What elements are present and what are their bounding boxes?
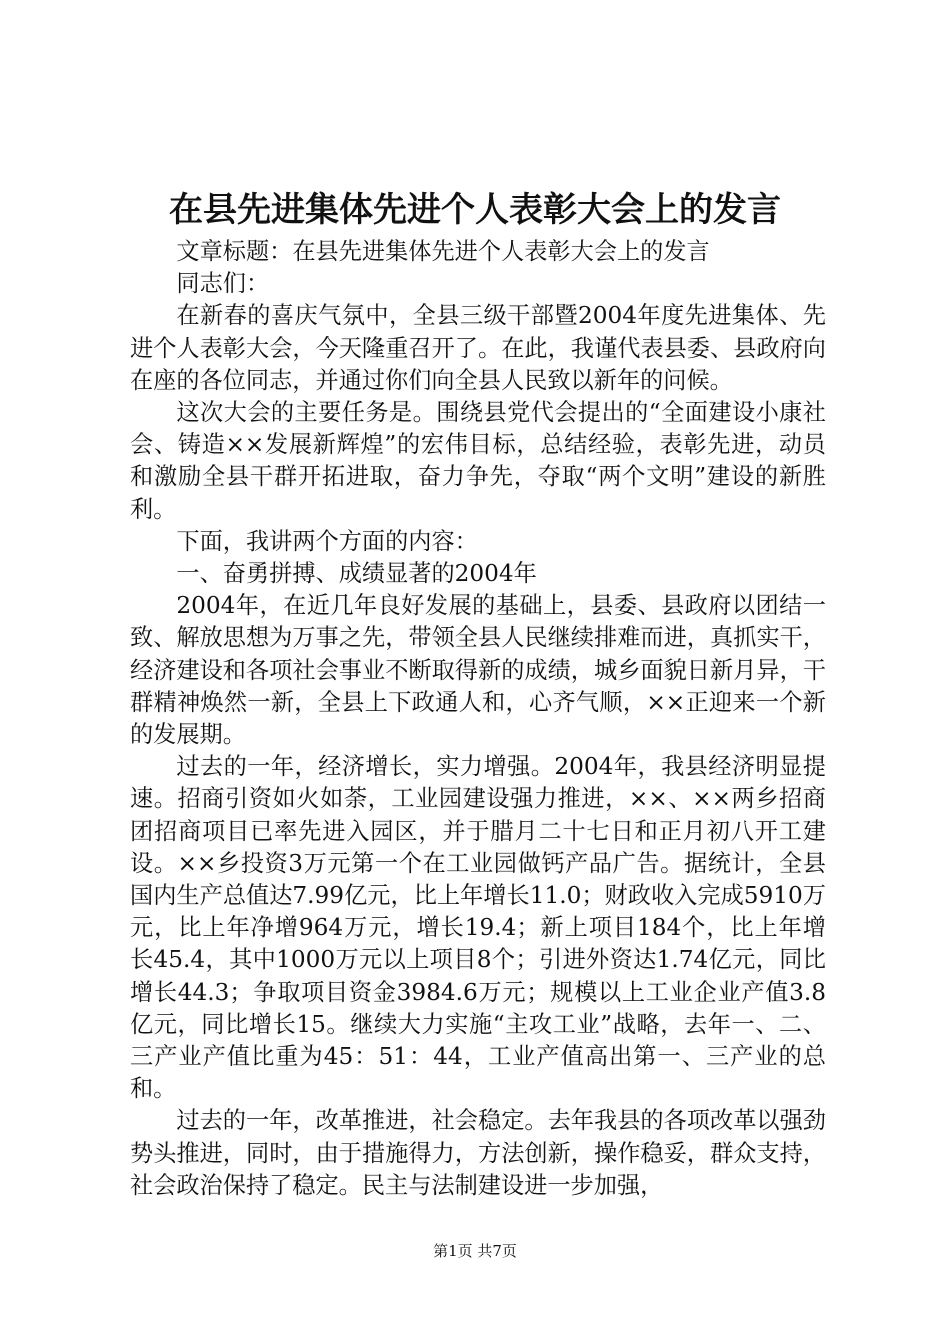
section-heading: 一、奋勇拼搏、成绩显著的2004年 (176, 560, 537, 588)
salutation: 同志们： (176, 270, 270, 298)
document-title: 在县先进集体先进个人表彰大会上的发言 (169, 190, 781, 230)
document-body (130, 236, 826, 1202)
paragraph: 2004年，在近几年良好发展的基础上，县委、县政府以团结一致、解放思想为万事之先，带领全县人民继续排难而进，真抓实干，经济建设和各项社会事业不断取得新的成绩，城乡面貌日新月异，干群精神焕然一新，全县上下政通人和，心齐气顺，××正迎来一个新的发展期。 (130, 592, 826, 749)
page-number: 第1页 共7页 (433, 1242, 517, 1260)
paragraph: 下面，我讲两个方面的内容： (176, 527, 478, 555)
paragraph: 这次大会的主要任务是。围绕县党代会提出的“全面建设小康社会、铸造××发展新辉煌”的宏伟目标，总结经验，表彰先进，动员和激励全县干群开拓进取，奋力争先，夺取“两个文明”建设的新胜利。 (130, 399, 826, 523)
article-title-line: 文章标题：在县先进集体先进个人表彰大会上的发言 (176, 238, 710, 265)
paragraph: 在新春的喜庆气氛中，全县三级干部暨2004年度先进集体、先进个人表彰大会，今天隆重召开了。在此，我谨代表县委、县政府向在座的各位同志，并通过你们向全县人民致以新年的问候。 (130, 302, 826, 394)
paragraph: 过去的一年，经济增长，实力增强。2004年，我县经济明显提速。招商引资如火如荼，工业园建设强力推进，××、××两乡招商团招商项目已率先进入园区，并于腊月二十七日和正月初八开工建设。××乡投资3万元第一个在工业园做钙产品广告。据统计，全县国内生产总值达7.99亿元，比上年增长11.0；财政收入完成5910万元，比上年净增964万元，增长19.4；新上项目184个，比上年增长45.4，其中1000万元以上项目8个；引进外资达1.74亿元，同比增长44.3；争取项目资金3984.6万元；规模以上工业企业产值3.8亿元，同比增长15。继续大力实施“主攻工业”战略，去年一、二、三产业产值比重为45：51：44，工业产值高出第一、三产业的总和。 (130, 753, 826, 1103)
paragraph: 过去的一年，改革推进，社会稳定。去年我县的各项改革以强劲势头推进，同时，由于措施得力，方法创新，操作稳妥，群众支持，社会政治保持了稳定。民主与法制建设进一步加强， (130, 1107, 826, 1199)
